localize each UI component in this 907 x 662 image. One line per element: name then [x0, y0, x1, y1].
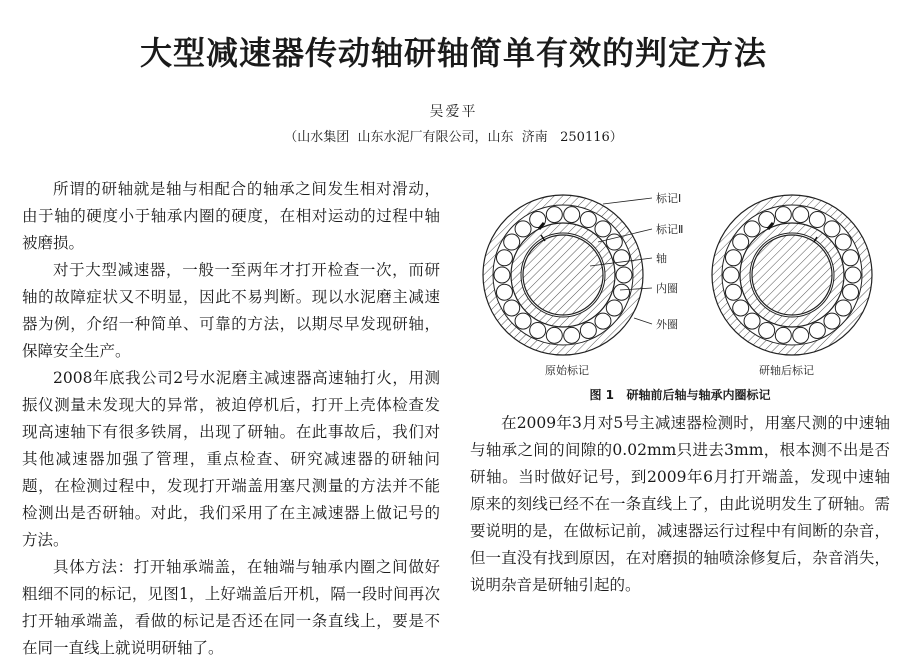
roller [725, 284, 741, 300]
roller [546, 207, 562, 223]
shaft [752, 235, 832, 315]
leader-line-mark1 [603, 198, 652, 204]
label-original-marks: 原始标记 [545, 364, 589, 377]
roller [530, 322, 546, 338]
roller [496, 250, 512, 266]
roller [759, 322, 775, 338]
label-after-wear-marks: 研轴后标记 [759, 364, 814, 377]
roller [845, 267, 861, 283]
label-outer-ring: 外圈 [656, 318, 678, 331]
label-inner-ring: 内圈 [656, 282, 678, 295]
roller [616, 267, 632, 283]
right-column [470, 410, 890, 599]
roller [843, 250, 859, 266]
roller [606, 300, 622, 316]
paragraph: 2008年底我公司2号水泥磨主减速器高速轴打火，用测振仪测量未发现大的异常，被迫停机后，打开上壳体检查发现高速轴下有很多铁屑，出现了研轴。在此事故后，我们对其他减速器加强了管理，重点检查、研究减速器的研轴问题，在检测过程中，发现打开端盖用塞尺测量的方法并不能检测出是否研轴。对此，我们采用了在主减速器上做记号的方法。 [22, 369, 440, 549]
leader-line-outer-ring [634, 318, 652, 324]
roller [614, 284, 630, 300]
figure-1 [470, 178, 890, 408]
label-mark2: 标记Ⅱ [656, 223, 684, 236]
roller [793, 327, 809, 343]
roller [824, 221, 840, 237]
roller [744, 221, 760, 237]
roller [504, 300, 520, 316]
bearing-after-wear [712, 195, 872, 355]
author-name: 吴爱平 [429, 104, 478, 120]
article-title: 大型减速器传动轴研轴简单有效的判定方法 [139, 34, 767, 72]
paragraph: 所谓的研轴就是轴与相配合的轴承之间发生相对滑动，由于轴的硬度小于轴承内圈的硬度，在相对运动的过程中轴被磨损。 [22, 180, 440, 252]
roller [515, 221, 531, 237]
roller [835, 300, 851, 316]
bearing-original [483, 195, 643, 355]
roller [564, 327, 580, 343]
roller [595, 221, 611, 237]
figure-caption: 图 1 研轴前后轴与轴承内圈标记 [589, 388, 771, 402]
shaft [523, 235, 603, 315]
label-mark1: 标记Ⅰ [656, 192, 682, 205]
roller [546, 327, 562, 343]
roller [515, 313, 531, 329]
label-shaft: 轴 [656, 252, 667, 265]
roller [494, 267, 510, 283]
roller [580, 322, 596, 338]
roller [809, 322, 825, 338]
roller [733, 234, 749, 250]
left-column [22, 176, 440, 662]
roller [843, 284, 859, 300]
roller [775, 327, 791, 343]
roller [835, 234, 851, 250]
roller [614, 250, 630, 266]
roller [496, 284, 512, 300]
paragraph: 对于大型减速器，一般一至两年才打开检查一次，而研轴的故障症状又不明显，因此不易判断。现以水泥磨主减速器为例，介绍一种简单、可靠的方法，以期尽早发现研轴，保障安全生产。 [22, 261, 440, 360]
roller [809, 212, 825, 228]
paragraph: 在2009年3月对5号主减速器检测时，用塞尺测的中速轴与轴承之间的间隙的0.02mm只进去3mm，根本测不出是否研轴。当时做好记号，到2009年6月打开端盖，发现中速轴原来的刻线已经不在一条直线上了，由此说明发生了研轴。需要说明的是，在做标记前，减速器运行过程中有间断的杂音，但一直没有找到原因，在对磨损的轴喷涂修复后，杂音消失，说明杂音是研轴引起的。 [470, 414, 890, 594]
bearing-diagram [470, 178, 890, 383]
roller [595, 313, 611, 329]
affiliation: （山水集团 山东水泥厂有限公司，山东 济南 250116） [284, 130, 623, 145]
roller [723, 267, 739, 283]
roller [504, 234, 520, 250]
roller [733, 300, 749, 316]
roller [824, 313, 840, 329]
roller [564, 207, 580, 223]
roller [775, 207, 791, 223]
roller [793, 207, 809, 223]
roller [580, 212, 596, 228]
roller [725, 250, 741, 266]
paragraph: 具体方法：打开轴承端盖，在轴端与轴承内圈之间做好粗细不同的标记，见图1，上好端盖后开机，隔一段时间再次打开轴承端盖，看做的标记是否还在同一条直线上，要是不在同一直线上就说明研轴了。 [22, 558, 440, 657]
roller [744, 313, 760, 329]
